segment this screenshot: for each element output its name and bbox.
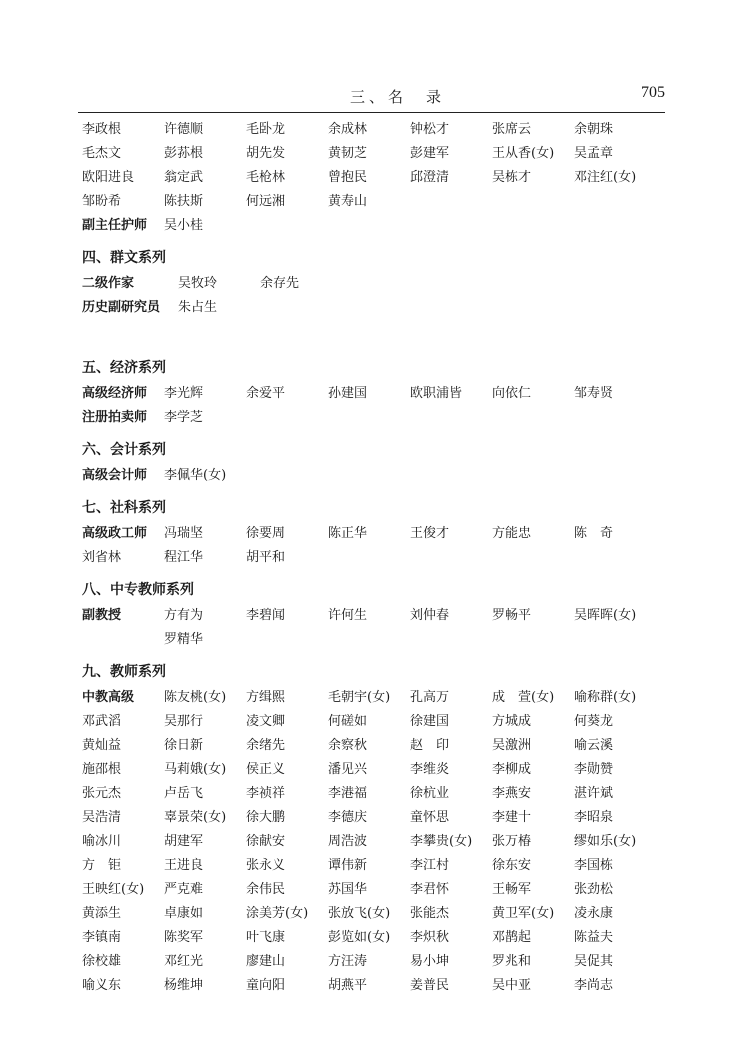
person-name: 李昭泉: [574, 810, 614, 825]
list-row: [82, 272, 672, 296]
person-name: 廖建山: [246, 954, 286, 969]
section-title: 七、社科系列: [82, 500, 166, 516]
name-list: [82, 118, 672, 998]
person-name: 徐东安: [492, 858, 532, 873]
person-name: 童向阳: [246, 978, 286, 993]
person-name: 彭建军: [410, 146, 450, 161]
person-name: 李佩华(女): [164, 468, 227, 483]
person-name: 李江村: [410, 858, 450, 873]
person-name: 凌永康: [574, 906, 614, 921]
list-row: [82, 214, 672, 238]
person-name: 余朝珠: [574, 122, 614, 137]
person-name: 邓武滔: [82, 714, 122, 729]
person-name: 喻称群(女): [574, 690, 637, 705]
person-name: 邹盼希: [82, 194, 122, 209]
person-name: 凌文卿: [246, 714, 286, 729]
person-name: 黄灿益: [82, 738, 122, 753]
person-name: 何远湘: [246, 194, 286, 209]
person-name: 彭览如(女): [328, 930, 391, 945]
person-name: 许何生: [328, 608, 368, 623]
person-name: 李攀贵(女): [410, 834, 473, 849]
person-name: 何磋如: [328, 714, 368, 729]
person-name: 喻冰川: [82, 834, 122, 849]
person-name: 马莉娥(女): [164, 762, 227, 777]
person-name: 吴小桂: [164, 218, 204, 233]
title-label: 二级作家: [82, 276, 135, 291]
section-title: 五、经济系列: [82, 360, 166, 376]
list-row: [82, 950, 672, 974]
list-row: [82, 782, 672, 806]
list-row: [82, 926, 672, 950]
person-name: 王畅军: [492, 882, 532, 897]
person-name: 杨维坤: [164, 978, 204, 993]
person-name: 成 萱(女): [492, 690, 555, 705]
person-name: 张能杰: [410, 906, 450, 921]
person-name: 余爱平: [246, 386, 286, 401]
person-name: 李勋赞: [574, 762, 614, 777]
person-name: 罗兆和: [492, 954, 532, 969]
person-name: 李镇南: [82, 930, 122, 945]
list-row: [82, 806, 672, 830]
list-row: [82, 974, 672, 998]
person-name: 张放飞(女): [328, 906, 391, 921]
person-name: 张席云: [492, 122, 532, 137]
person-name: 方能忠: [492, 526, 532, 541]
person-name: 何葵龙: [574, 714, 614, 729]
person-name: 陈奖军: [164, 930, 204, 945]
person-name: 陈 奇: [574, 526, 614, 541]
list-row: [82, 628, 672, 652]
title-label: 高级经济师: [82, 386, 148, 401]
person-name: 赵 印: [410, 738, 450, 753]
person-name: 吴那行: [164, 714, 204, 729]
title-label: 注册拍卖师: [82, 410, 148, 425]
person-name: 黄韧芝: [328, 146, 368, 161]
person-name: 严克难: [164, 882, 204, 897]
person-name: 邱澄清: [410, 170, 450, 185]
person-name: 苏国华: [328, 882, 368, 897]
person-name: 王俊才: [410, 526, 450, 541]
list-row: [82, 464, 672, 488]
person-name: 喻云溪: [574, 738, 614, 753]
list-row: [82, 710, 672, 734]
list-row: [82, 686, 672, 710]
list-row: [82, 190, 672, 214]
person-name: 方城成: [492, 714, 532, 729]
person-name: 黄寿山: [328, 194, 368, 209]
person-name: 方汪涛: [328, 954, 368, 969]
person-name: 吴促其: [574, 954, 614, 969]
person-name: 邓鹊起: [492, 930, 532, 945]
list-row: [82, 382, 672, 406]
running-header: [78, 84, 665, 113]
person-name: 余成林: [328, 122, 368, 137]
person-name: 向依仁: [492, 386, 532, 401]
title-label: 中教高级: [82, 690, 135, 705]
person-name: 卓康如: [164, 906, 204, 921]
person-name: 余存先: [260, 276, 300, 291]
person-name: 陈友桃(女): [164, 690, 227, 705]
person-name: 李国栋: [574, 858, 614, 873]
person-name: 李君怀: [410, 882, 450, 897]
list-row: [82, 854, 672, 878]
person-name: 吴浩清: [82, 810, 122, 825]
person-name: 孙建国: [328, 386, 368, 401]
person-name: 余察秋: [328, 738, 368, 753]
person-name: 张劲松: [574, 882, 614, 897]
person-name: 吴栋才: [492, 170, 532, 185]
person-name: 吴中亚: [492, 978, 532, 993]
person-name: 徐建国: [410, 714, 450, 729]
person-name: 李祯祥: [246, 786, 286, 801]
person-name: 毛枪林: [246, 170, 286, 185]
list-row: [82, 142, 672, 166]
person-name: 罗精华: [164, 632, 204, 647]
person-name: 方 钜: [82, 858, 122, 873]
person-name: 王映红(女): [82, 882, 145, 897]
title-label: 高级会计师: [82, 468, 148, 483]
person-name: 翁定武: [164, 170, 204, 185]
chapter-title: 三、名 录: [350, 88, 446, 106]
list-row: [82, 118, 672, 142]
person-name: 毛卧龙: [246, 122, 286, 137]
person-name: 湛许斌: [574, 786, 614, 801]
title-label: 高级政工师: [82, 526, 148, 541]
person-name: 李政根: [82, 122, 122, 137]
section-title: 四、群文系列: [82, 250, 166, 266]
person-name: 陈益夫: [574, 930, 614, 945]
person-name: 吴牧玲: [178, 276, 218, 291]
person-name: 陈正华: [328, 526, 368, 541]
person-name: 李维炎: [410, 762, 450, 777]
person-name: 姜普民: [410, 978, 450, 993]
person-name: 陈扶斯: [164, 194, 204, 209]
list-row: [82, 546, 672, 570]
list-row: [82, 758, 672, 782]
section-title: 八、中专教师系列: [82, 582, 194, 598]
person-name: 胡平和: [246, 550, 286, 565]
list-row: [82, 406, 672, 430]
person-name: 张万椿: [492, 834, 532, 849]
person-name: 钟松才: [410, 122, 450, 137]
person-name: 邓红光: [164, 954, 204, 969]
person-name: 童怀思: [410, 810, 450, 825]
person-name: 胡燕平: [328, 978, 368, 993]
person-name: 李碧闻: [246, 608, 286, 623]
person-name: 吴激洲: [492, 738, 532, 753]
person-name: 曾抱民: [328, 170, 368, 185]
person-name: 卢岳飞: [164, 786, 204, 801]
list-row: [82, 296, 672, 320]
person-name: 余绪先: [246, 738, 286, 753]
person-name: 程江华: [164, 550, 204, 565]
person-name: 侯正义: [246, 762, 286, 777]
person-name: 徐日新: [164, 738, 204, 753]
person-name: 徐要周: [246, 526, 286, 541]
person-name: 毛朝宇(女): [328, 690, 391, 705]
person-name: 余伟民: [246, 882, 286, 897]
person-name: 徐献安: [246, 834, 286, 849]
person-name: 周浩波: [328, 834, 368, 849]
person-name: 施邵根: [82, 762, 122, 777]
person-name: 李炽秋: [410, 930, 450, 945]
person-name: 方缉熙: [246, 690, 286, 705]
person-name: 徐杭业: [410, 786, 450, 801]
person-name: 黄添生: [82, 906, 122, 921]
list-row: [82, 830, 672, 854]
person-name: 朱占生: [178, 300, 218, 315]
person-name: 李光辉: [164, 386, 204, 401]
person-name: 黄卫军(女): [492, 906, 555, 921]
title-label: 副主任护师: [82, 218, 148, 233]
title-label: 历史副研究员: [82, 300, 161, 315]
person-name: 谭伟新: [328, 858, 368, 873]
person-name: 邓注红(女): [574, 170, 637, 185]
person-name: 孔高万: [410, 690, 450, 705]
person-name: 易小坤: [410, 954, 450, 969]
person-name: 胡先发: [246, 146, 286, 161]
person-name: 喻义东: [82, 978, 122, 993]
person-name: 冯瑞坚: [164, 526, 204, 541]
list-row: [82, 522, 672, 546]
person-name: 李学芝: [164, 410, 204, 425]
person-name: 涂美芳(女): [246, 906, 309, 921]
person-name: 王进良: [164, 858, 204, 873]
person-name: 欧职浦皆: [410, 386, 463, 401]
person-name: 许德顺: [164, 122, 204, 137]
person-name: 罗畅平: [492, 608, 532, 623]
person-name: 胡建军: [164, 834, 204, 849]
person-name: 潘见兴: [328, 762, 368, 777]
person-name: 李柳成: [492, 762, 532, 777]
person-name: 吴孟章: [574, 146, 614, 161]
list-row: [82, 734, 672, 758]
person-name: 刘省林: [82, 550, 122, 565]
person-name: 辜景荣(女): [164, 810, 227, 825]
person-name: 方有为: [164, 608, 204, 623]
person-name: 邹寿贤: [574, 386, 614, 401]
page-number: 705: [641, 84, 665, 101]
person-name: 张永义: [246, 858, 286, 873]
person-name: 叶飞康: [246, 930, 286, 945]
person-name: 张元杰: [82, 786, 122, 801]
person-name: 刘仲春: [410, 608, 450, 623]
person-name: 吴晖晖(女): [574, 608, 637, 623]
person-name: 徐大鹏: [246, 810, 286, 825]
list-row: [82, 902, 672, 926]
title-label: 副教授: [82, 608, 122, 623]
person-name: 徐校雄: [82, 954, 122, 969]
person-name: 李港福: [328, 786, 368, 801]
list-row: [82, 166, 672, 190]
section-title: 九、教师系列: [82, 664, 166, 680]
person-name: 李尚志: [574, 978, 614, 993]
section-title: 六、会计系列: [82, 442, 166, 458]
person-name: 王从香(女): [492, 146, 555, 161]
person-name: 缪如乐(女): [574, 834, 637, 849]
list-row: [82, 878, 672, 902]
person-name: 毛杰文: [82, 146, 122, 161]
list-row: [82, 604, 672, 628]
person-name: 李德庆: [328, 810, 368, 825]
person-name: 李建十: [492, 810, 532, 825]
person-name: 欧阳进良: [82, 170, 135, 185]
person-name: 彭荪根: [164, 146, 204, 161]
person-name: 李燕安: [492, 786, 532, 801]
